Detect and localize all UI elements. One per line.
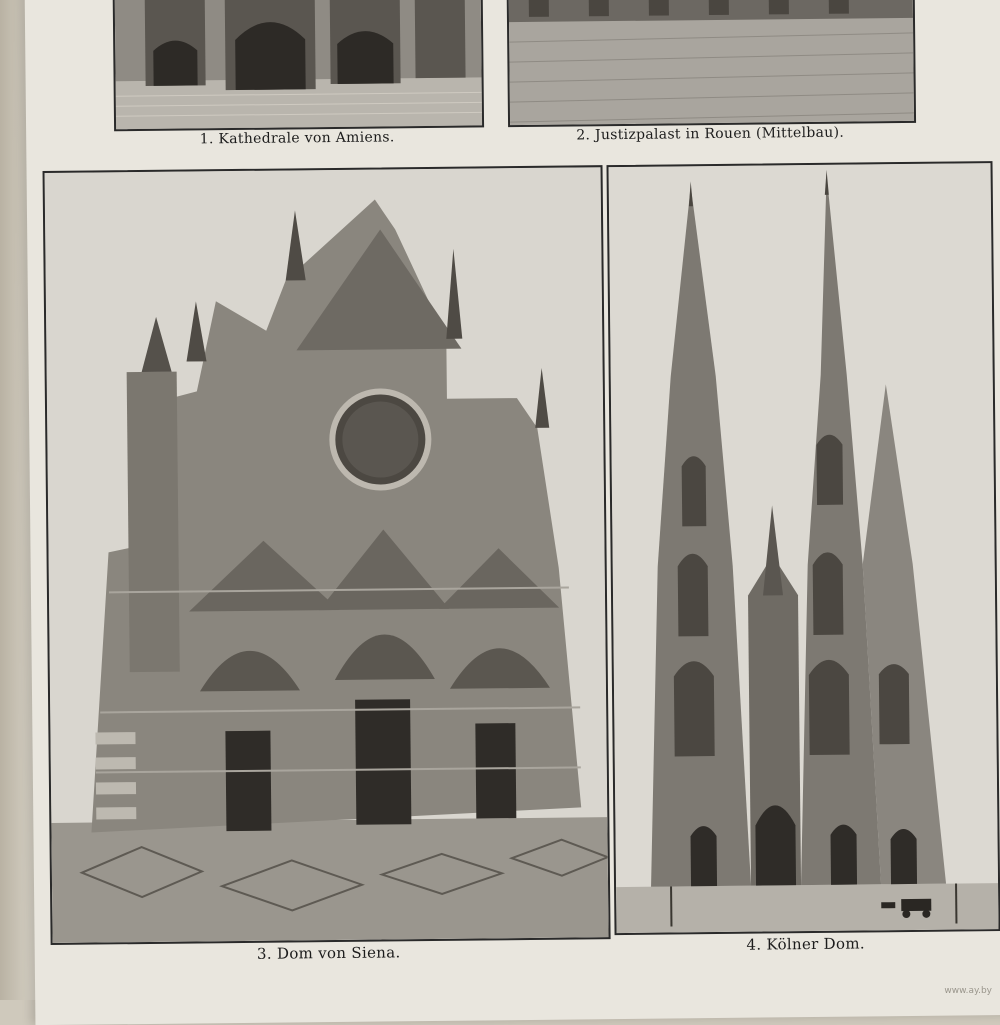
- plate-cologne-cathedral: [606, 161, 1000, 935]
- book-page: [25, 0, 1000, 1025]
- rouen-palace-image: [509, 0, 914, 125]
- amiens-cathedral-image: [115, 0, 482, 129]
- plate-siena-cathedral: [43, 165, 611, 945]
- watermark: www.ay.by: [944, 986, 992, 996]
- cologne-cathedral-image: [609, 163, 999, 933]
- caption-plate-2: 2. Justizpalast in Rouen (Mittelbau).: [508, 124, 912, 144]
- siena-cathedral-image: [45, 167, 609, 943]
- caption-plate-1: 1. Kathedrale von Amiens.: [114, 128, 480, 148]
- plate-amiens-cathedral: [113, 0, 485, 131]
- plate-rouen-palace: [507, 0, 917, 127]
- caption-plate-3: 3. Dom von Siena.: [51, 941, 607, 965]
- caption-plate-4: 4. Kölner Dom.: [615, 933, 997, 955]
